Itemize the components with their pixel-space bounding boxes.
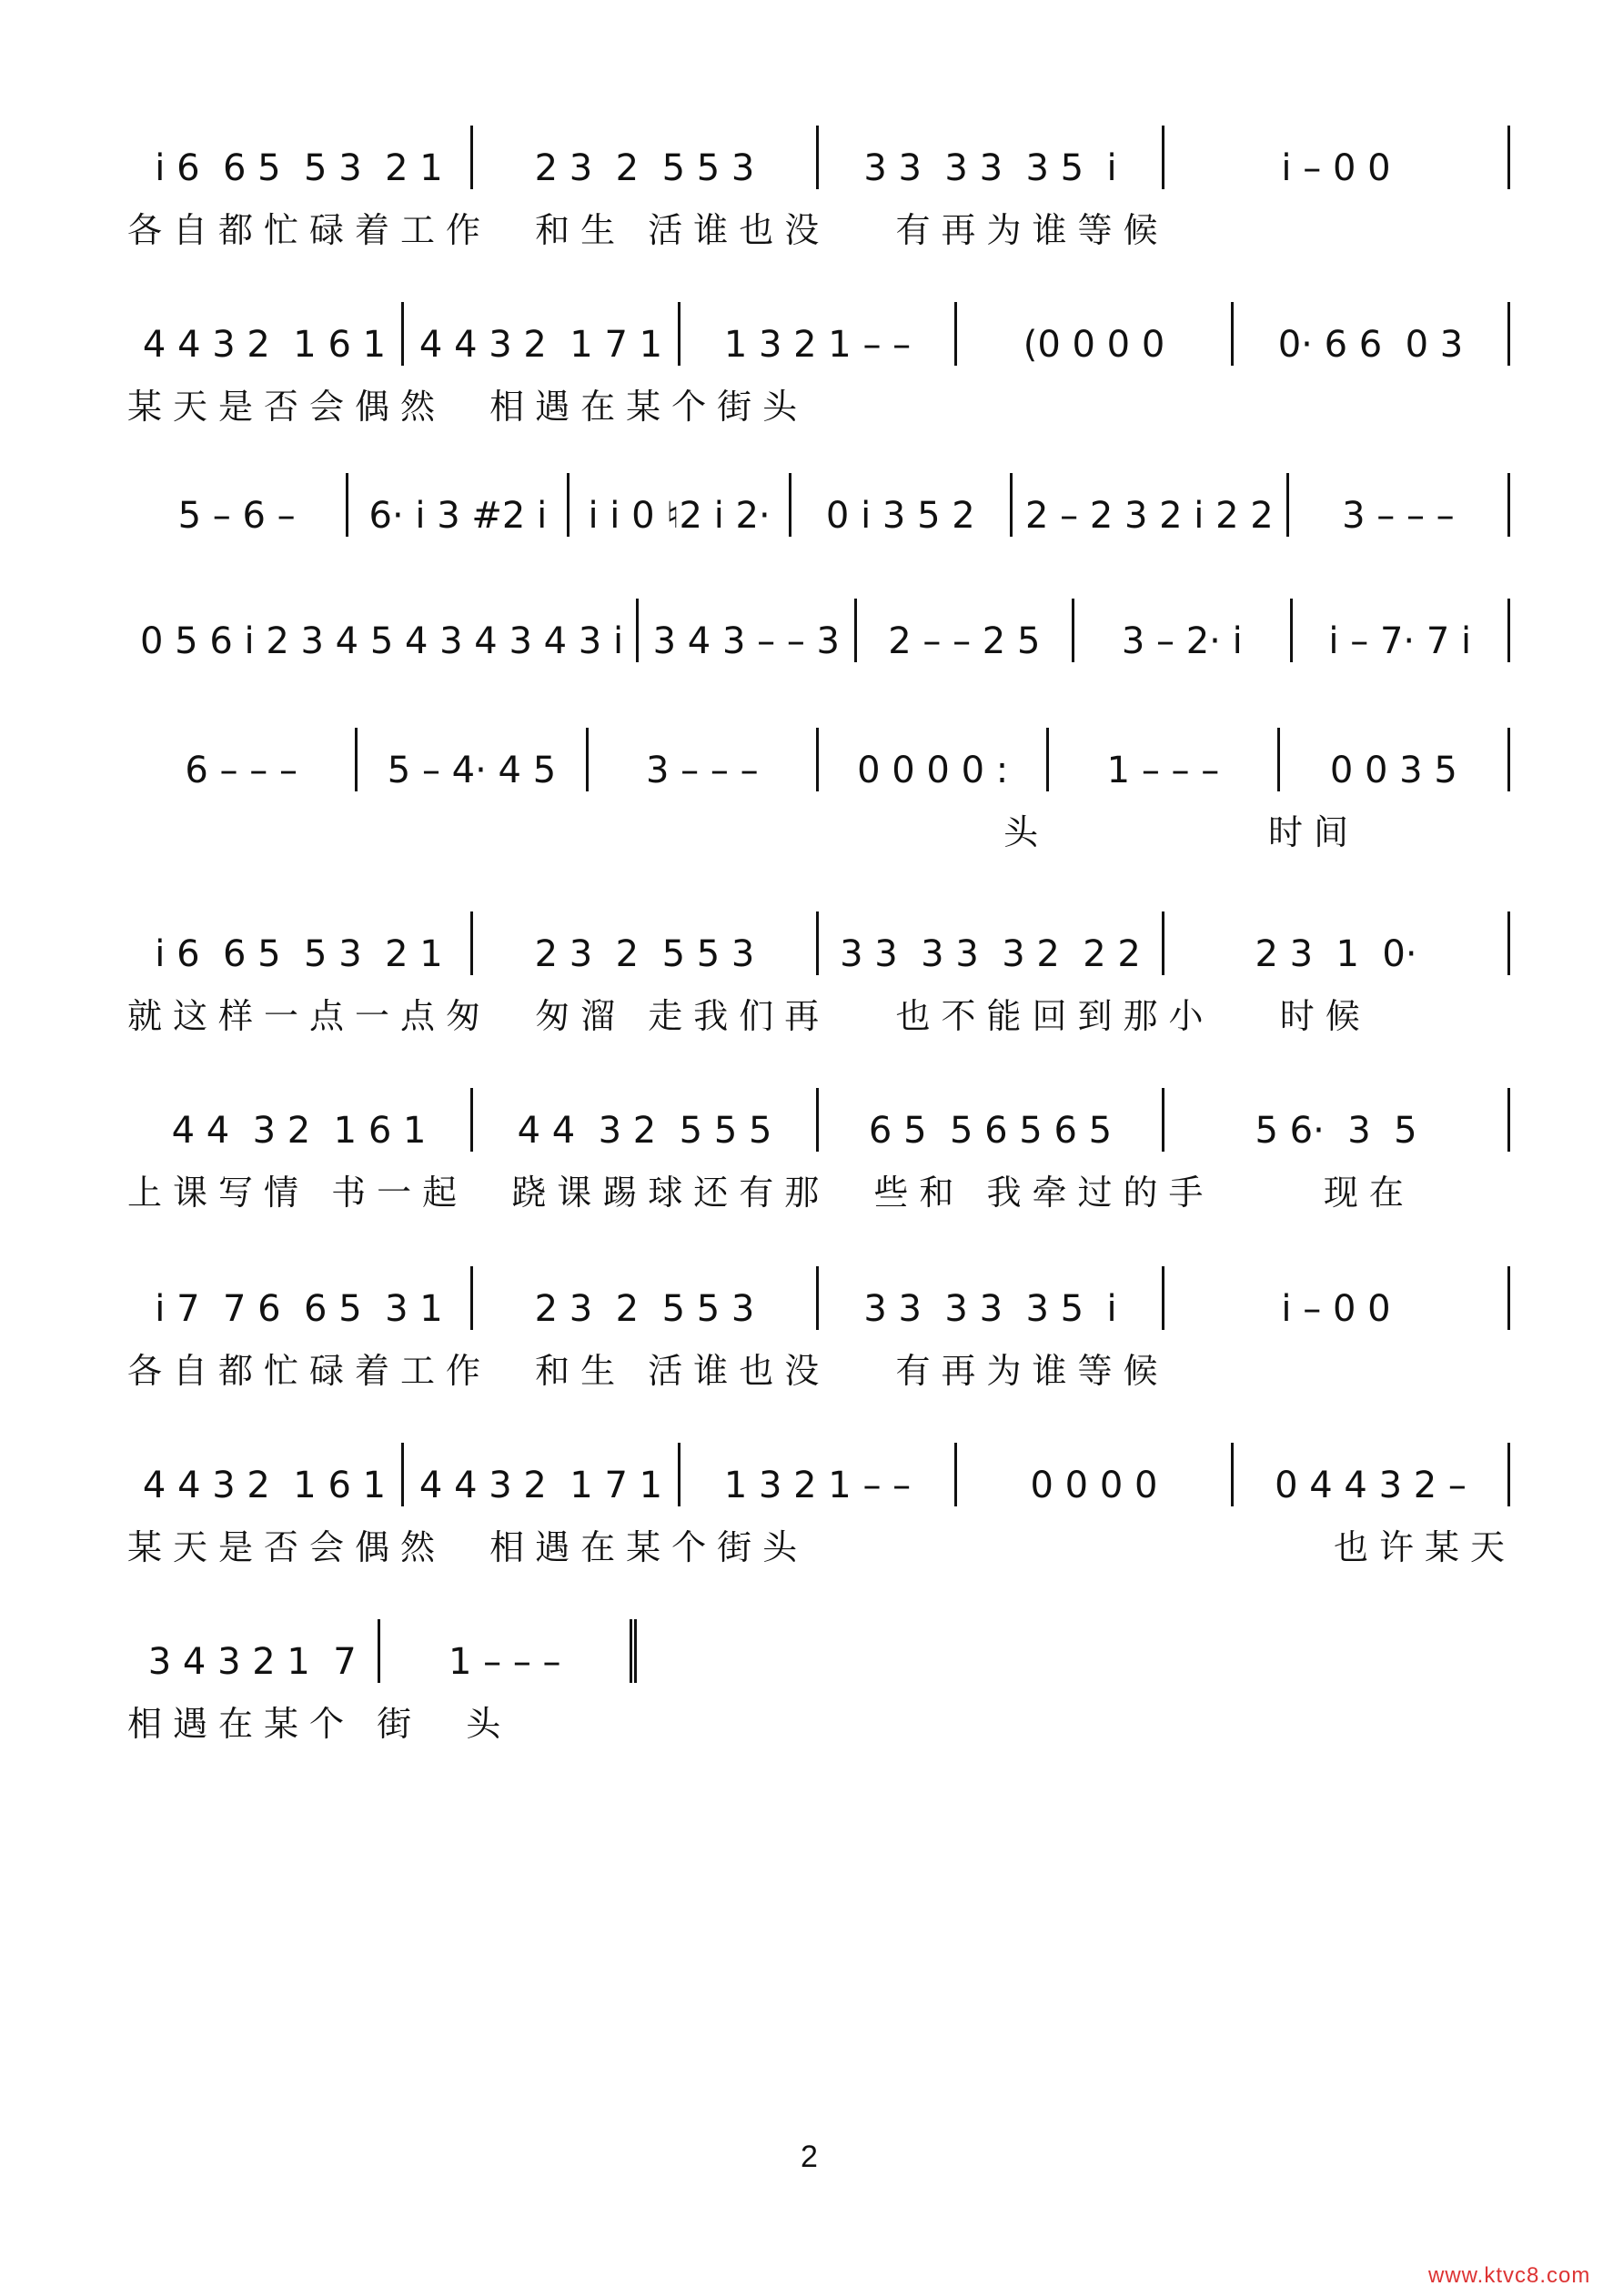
lyrics-line: 就这样一点一点匆 匆溜 走我们再 也不能回到那小 时候 xyxy=(127,996,1371,1036)
notes-row xyxy=(127,284,1510,366)
measure: 2 3 2 5 5 3 xyxy=(473,126,819,189)
measure: 3 3 3 3 3 2 2 2 xyxy=(819,911,1164,975)
measure: 4 4 3 2 1 7 1 xyxy=(404,302,680,366)
measure: 3 4 3 – – 3 xyxy=(639,599,856,662)
measure: 0 5 6 i 2 3 4 5 4 3 4 3 4 3 i xyxy=(127,599,639,662)
measure: 0 0 0 0 xyxy=(957,1443,1234,1506)
measure: 4 4 3 2 1 6 1 xyxy=(127,1088,473,1152)
measure: 3 – – – xyxy=(1289,473,1510,537)
system-9 xyxy=(127,1425,1517,1588)
measure: i i 0 ♮2 i 2· xyxy=(570,473,791,537)
notes-row xyxy=(127,107,1510,189)
measure: 1 3 2 1 – – xyxy=(680,1443,957,1506)
system-1 xyxy=(127,107,1510,271)
measure: 0 0 3 5 xyxy=(1280,728,1510,791)
measure: 3 3 3 3 3 5 i xyxy=(819,1266,1164,1330)
measure: 3 – 2· i xyxy=(1074,599,1292,662)
measure: 4 4 3 2 1 7 1 xyxy=(404,1443,680,1506)
measure: 0 0 0 0 : xyxy=(819,728,1049,791)
measure: i̇ 6 6 5 5 3 2 1 xyxy=(127,126,473,189)
measure: 6· i 3 #2 i xyxy=(348,473,570,537)
site-watermark: www.ktvc8.com xyxy=(1428,2263,1591,2288)
measure: 2 3 1 0· xyxy=(1164,911,1510,975)
measure: 1 3 2 1 – – xyxy=(680,302,957,366)
measure-final: 1 – – – xyxy=(380,1619,638,1683)
lyrics-line: 某天是否会偶然 相遇在某个街头 也许某天 xyxy=(127,1527,1517,1567)
measure: 2 3 2 5 5 3 xyxy=(473,911,819,975)
system-2 xyxy=(127,284,1510,448)
system-5 xyxy=(127,710,1510,873)
measure: 3 – – – xyxy=(589,728,819,791)
measure: 5 6· 3 5 xyxy=(1164,1088,1510,1152)
system-10 xyxy=(127,1601,637,1765)
measure: 1 – – – xyxy=(1049,728,1279,791)
measure: (0 0 0 0 xyxy=(957,302,1234,366)
measure: i 7 7 6 6 5 3 1 xyxy=(127,1266,473,1330)
notes-row xyxy=(127,1248,1510,1330)
notes-row xyxy=(127,580,1510,662)
measure: 0· 6 6 0 3 xyxy=(1234,302,1510,366)
measure: i̇ – 0 0 xyxy=(1164,126,1510,189)
notes-row xyxy=(127,1070,1510,1152)
lyrics-line: 头 时间 xyxy=(127,812,1359,852)
measure: 2 – 2 3 2 i 2 2 xyxy=(1013,473,1289,537)
measure: 5 – 6 – xyxy=(127,473,348,537)
measure: 2 3 2 5 5 3 xyxy=(473,1266,819,1330)
measure: 4 4 3 2 1 6 1 xyxy=(127,1443,404,1506)
measure: 3 3 3 3 3 5 i̇ xyxy=(819,126,1164,189)
measure: 0 4 4 3 2 – xyxy=(1234,1443,1510,1506)
lyrics-line: 各自都忙碌着工作 和生 活谁也没 有再为谁等候 xyxy=(127,1351,1169,1391)
measure: 0 i 3 5 2 xyxy=(791,473,1013,537)
measure: i 6 6 5 5 3 2 1 xyxy=(127,911,473,975)
lyrics-line: 某天是否会偶然 相遇在某个街头 xyxy=(127,387,809,427)
notes-row xyxy=(127,1425,1510,1506)
measure: 5 – 4· 4 5 xyxy=(358,728,588,791)
measure: 2 – – 2 5 xyxy=(857,599,1074,662)
notes-row xyxy=(127,455,1510,537)
notes-row xyxy=(127,710,1510,791)
lyrics-line: 相遇在某个 街 头 xyxy=(127,1704,512,1744)
measure: 6 5 5 6 5 6 5 xyxy=(819,1088,1164,1152)
notes-row xyxy=(127,893,1510,975)
measure: i – 0 0 xyxy=(1164,1266,1510,1330)
measure: i – 7· 7 i xyxy=(1293,599,1510,662)
page-number: 2 xyxy=(801,2140,818,2174)
measure: 6 – – – xyxy=(127,728,358,791)
measure: 3 4 3 2 1 7 xyxy=(127,1619,380,1683)
lyrics-line: 各自都忙碌着工作 和生 活谁也没 有再为谁等候 xyxy=(127,210,1169,250)
measure: 4 4 3 2 5 5 5 xyxy=(473,1088,819,1152)
system-6 xyxy=(127,893,1510,1057)
notes-row xyxy=(127,1601,637,1683)
lyrics-line: 上课写情 书一起 跷课踢球还有那 些和 我牵过的手 现在 xyxy=(127,1173,1415,1213)
system-8 xyxy=(127,1248,1510,1412)
measure: 4 4 3 2 1 6 1 xyxy=(127,302,404,366)
system-7 xyxy=(127,1070,1510,1234)
